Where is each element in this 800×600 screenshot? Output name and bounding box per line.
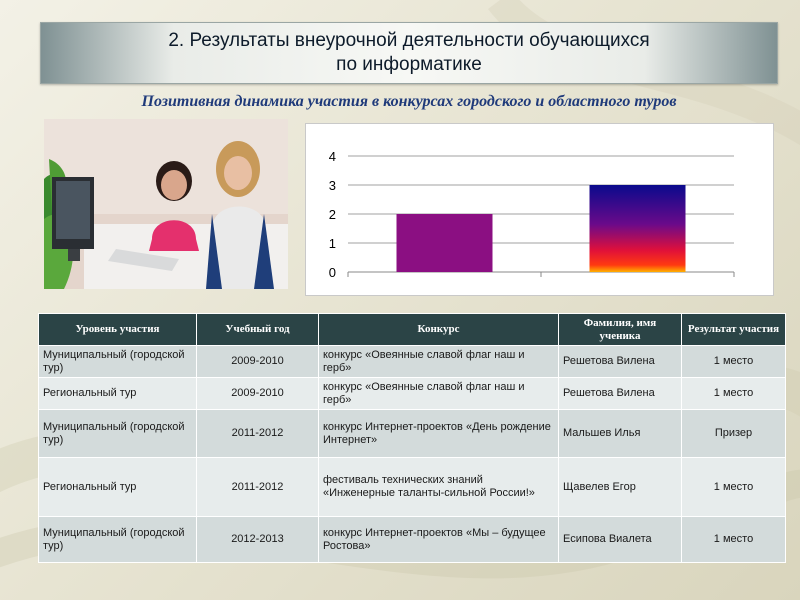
header-contest: Конкурс xyxy=(319,314,559,346)
cell-student: Решетова Вилена xyxy=(559,378,682,410)
chart-y-tick-labels xyxy=(329,149,336,280)
cell-contest: фестиваль технических знаний «Инженерные таланты-сильной России!» xyxy=(319,458,559,517)
cell-level: Муниципальный (городской тур) xyxy=(39,410,197,458)
cell-result: 1 место xyxy=(682,517,786,563)
slide-title-line-1: 2. Результаты внеурочной деятельности обучающихся xyxy=(168,30,650,51)
participation-bar-chart xyxy=(305,123,774,296)
cell-level: Муниципальный (городской тур) xyxy=(39,517,197,563)
cell-year: 2012-2013 xyxy=(197,517,319,563)
classroom-photo xyxy=(44,119,288,289)
table-row xyxy=(39,378,786,410)
cell-year: 2009-2010 xyxy=(197,346,319,378)
cell-result: 1 место xyxy=(682,458,786,517)
chart-bars xyxy=(397,185,686,272)
y-tick-label: 2 xyxy=(328,207,336,222)
header-level: Уровень участия xyxy=(39,314,197,346)
table-row xyxy=(39,410,786,458)
slide-title-line-2: по информатике xyxy=(336,54,482,75)
chart-bar-1 xyxy=(397,214,493,272)
cell-year: 2011-2012 xyxy=(197,410,319,458)
cell-level: Муниципальный (городской тур) xyxy=(39,346,197,378)
header-result: Результат участия xyxy=(682,314,786,346)
table-row xyxy=(39,458,786,517)
cell-year: 2009-2010 xyxy=(197,378,319,410)
cell-student: Решетова Вилена xyxy=(559,346,682,378)
chart-canvas xyxy=(306,124,773,295)
y-tick-label: 4 xyxy=(328,149,336,164)
cell-contest: конкурс «Овеянные славой флаг наш и герб» xyxy=(319,346,559,378)
slide-subtitle: Позитивная динамика участия в конкурсах городского и областного туров xyxy=(141,93,677,110)
header-student: Фамилия, имя ученика xyxy=(559,314,682,346)
cell-student: Есипова Виалета xyxy=(559,517,682,563)
table-row xyxy=(39,517,786,563)
cell-level: Региональный тур xyxy=(39,378,197,410)
y-tick-label: 1 xyxy=(328,236,336,251)
cell-result: 1 место xyxy=(682,346,786,378)
chart-bar-2 xyxy=(590,185,686,272)
cell-level: Региональный тур xyxy=(39,458,197,517)
table-row xyxy=(39,346,786,378)
cell-contest: конкурс «Овеянные славой флаг наш и герб» xyxy=(319,378,559,410)
cell-student: Щавелев Егор xyxy=(559,458,682,517)
cell-result: 1 место xyxy=(682,378,786,410)
cell-student: Мальшев Илья xyxy=(559,410,682,458)
table-header-row xyxy=(39,314,786,346)
y-tick-label: 3 xyxy=(328,178,336,193)
cell-result: Призер xyxy=(682,410,786,458)
cell-contest: конкурс Интернет-проектов «Мы – будущее Ростова» xyxy=(319,517,559,563)
y-tick-label: 0 xyxy=(328,265,336,280)
header-year: Учебный год xyxy=(197,314,319,346)
cell-year: 2011-2012 xyxy=(197,458,319,517)
results-table xyxy=(38,313,786,563)
slide-title-banner xyxy=(40,22,778,84)
cell-contest: конкурс Интернет-проектов «День рождение Интернет» xyxy=(319,410,559,458)
